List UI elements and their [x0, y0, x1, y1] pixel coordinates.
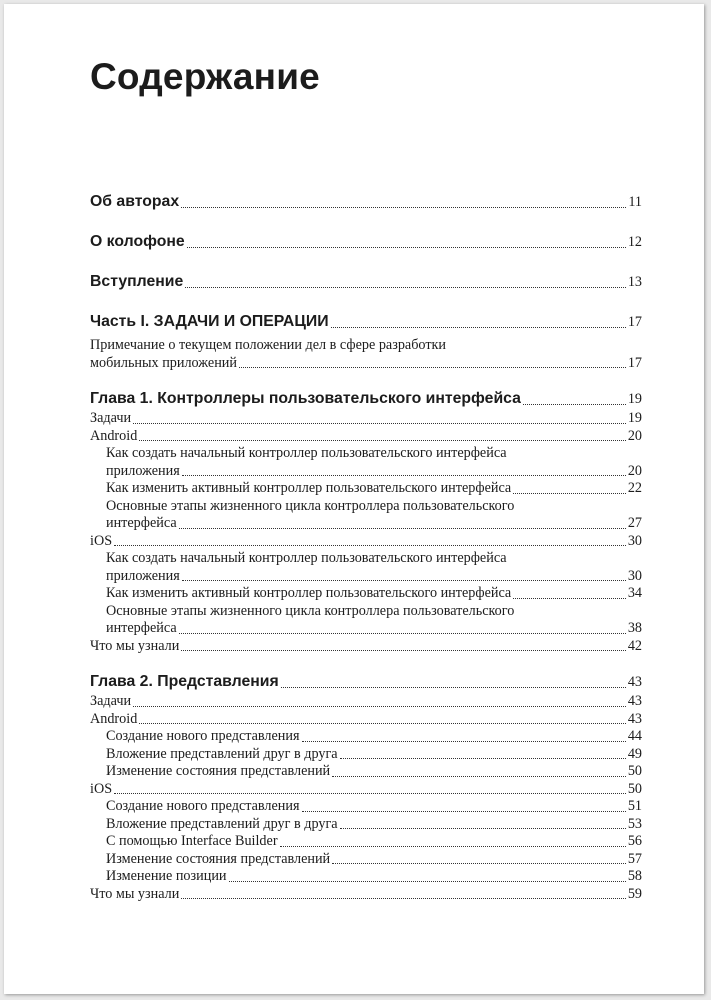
dot-leader [513, 598, 626, 599]
toc-entry-page: 34 [627, 585, 642, 601]
toc-entry-title: С помощью Interface Builder [106, 833, 278, 849]
toc-entry-page: 13 [627, 274, 642, 290]
toc-entry-title: Вложение представлений друг в друга [106, 815, 338, 832]
dot-leader [114, 793, 626, 794]
toc-entry-page: 51 [627, 798, 642, 814]
dot-leader [513, 493, 626, 494]
toc-entry-page: 42 [627, 637, 642, 654]
toc-entry-title: Android [90, 427, 138, 444]
dot-leader [280, 846, 626, 847]
toc-entry-title: Часть I. ЗАДАЧИ И ОПЕРАЦИИ [90, 313, 329, 330]
toc-entry-title: Что мы узнали [90, 637, 180, 654]
dot-leader [139, 440, 626, 441]
toc-entry-page: 53 [627, 815, 642, 832]
toc-entry [90, 533, 642, 551]
toc-entry-title: Задачи [90, 693, 132, 709]
toc-entry-title-line1: Как создать начальный контроллер пользовательского интерфейса [106, 550, 507, 566]
toc-entry-title: интерфейса [106, 515, 177, 531]
toc-entry [90, 763, 642, 781]
dot-leader [181, 207, 626, 208]
toc-entry [90, 272, 642, 292]
toc-entry [90, 868, 642, 886]
toc-entry [90, 445, 642, 480]
toc-entry-title: мобильных приложений [90, 354, 237, 371]
toc-entry-page: 12 [627, 234, 642, 250]
toc-entry [90, 480, 642, 498]
toc-entry [90, 728, 642, 746]
toc-entry [90, 428, 642, 446]
toc-entry-title-line1: Как создать начальный контроллер пользовательского интерфейса [106, 445, 507, 461]
toc-entry [90, 585, 642, 603]
toc-entry [90, 389, 642, 409]
toc-entry-page: 30 [627, 567, 642, 584]
toc-entry [90, 312, 642, 332]
dot-leader [133, 423, 626, 424]
dot-leader [179, 633, 626, 634]
toc-entry-page: 27 [627, 515, 642, 531]
toc-entry-title: Задачи [90, 410, 132, 426]
page-title: Содержание [90, 56, 320, 97]
toc-entry [90, 337, 642, 372]
toc-entry [90, 833, 642, 851]
toc-entry-title: интерфейса [106, 620, 177, 636]
toc-entry [90, 886, 642, 904]
toc-entry-title: Создание нового представления [106, 728, 300, 744]
toc-entry-title: Вложение представлений друг в друга [106, 745, 338, 762]
toc-entry-title: iOS [90, 532, 113, 549]
toc-entry [90, 192, 642, 212]
dot-leader [229, 881, 626, 882]
dot-leader [340, 758, 626, 759]
toc-entry-page: 56 [627, 833, 642, 849]
toc-entry [90, 798, 642, 816]
toc-entry-page: 43 [627, 674, 642, 690]
table-of-contents [90, 192, 642, 903]
toc-entry-page: 19 [627, 410, 642, 426]
dot-leader [340, 828, 626, 829]
dot-leader [332, 776, 626, 777]
toc-entry-page: 44 [627, 728, 642, 744]
dot-leader [114, 545, 626, 546]
toc-entry-page: 43 [627, 693, 642, 709]
dot-leader [302, 811, 626, 812]
toc-entry-title: Глава 2. Представления [90, 673, 279, 690]
toc-entry [90, 550, 642, 585]
toc-entry-title: iOS [90, 780, 113, 797]
dot-leader [182, 580, 626, 581]
toc-entry-page: 17 [627, 354, 642, 371]
toc-entry-title: Как изменить активный контроллер пользовательского интерфейса [106, 480, 512, 496]
toc-entry-page: 59 [627, 885, 642, 902]
toc-entry-page: 49 [627, 745, 642, 762]
toc-entry-title: Создание нового представления [106, 798, 300, 814]
toc-entry-page: 43 [627, 710, 642, 727]
toc-entry-page: 30 [627, 532, 642, 549]
dot-leader [185, 287, 626, 288]
toc-entry [90, 816, 642, 834]
dot-leader [332, 863, 626, 864]
toc-entry [90, 638, 642, 656]
toc-entry-title: Что мы узнали [90, 885, 180, 902]
dot-leader [179, 528, 626, 529]
toc-entry [90, 781, 642, 799]
dot-leader [182, 475, 626, 476]
toc-entry-page: 20 [627, 462, 642, 479]
dot-leader [302, 741, 626, 742]
toc-entry [90, 851, 642, 869]
toc-entry-page: 38 [627, 620, 642, 636]
toc-entry [90, 410, 642, 428]
toc-entry [90, 498, 642, 533]
toc-entry-title: Изменение позиции [106, 868, 227, 884]
toc-entry-title: Android [90, 710, 138, 727]
toc-entry-title: Об авторах [90, 193, 180, 210]
toc-entry-page: 50 [627, 763, 642, 779]
toc-entry-title-line1: Основные этапы жизненного цикла контроллера пользовательского [106, 497, 515, 514]
dot-leader [523, 404, 626, 405]
toc-entry-title-line1: Основные этапы жизненного цикла контроллера пользовательского [106, 602, 515, 619]
toc-entry [90, 232, 642, 252]
toc-entry-page: 17 [627, 314, 642, 330]
document-page [4, 4, 704, 994]
dot-leader [187, 247, 626, 248]
toc-entry-title: Вступление [90, 273, 184, 290]
dot-leader [331, 327, 626, 328]
dot-leader [181, 650, 625, 651]
toc-entry-title: Как изменить активный контроллер пользовательского интерфейса [106, 585, 512, 601]
toc-entry-title: Изменение состояния представлений [106, 850, 331, 867]
toc-entry [90, 711, 642, 729]
dot-leader [239, 367, 626, 368]
toc-entry-title: Изменение состояния представлений [106, 763, 331, 779]
toc-entry-page: 58 [627, 868, 642, 884]
toc-entry [90, 746, 642, 764]
dot-leader [139, 723, 626, 724]
toc-entry-title: Глава 1. Контроллеры пользовательского интерфейса [90, 390, 521, 407]
toc-entry [90, 672, 642, 692]
toc-entry-title: О колофоне [90, 233, 185, 250]
toc-entry-page: 20 [627, 427, 642, 444]
toc-entry-page: 57 [627, 850, 642, 867]
toc-entry-title: приложения [106, 462, 180, 479]
toc-entry [90, 693, 642, 711]
dot-leader [281, 687, 626, 688]
toc-entry-page: 22 [627, 480, 642, 496]
toc-entry-page: 19 [627, 391, 642, 407]
dot-leader [181, 898, 625, 899]
toc-entry-title-line1: Примечание о текущем положении дел в сфере разработки [90, 337, 447, 353]
toc-entry-page: 50 [627, 780, 642, 797]
dot-leader [133, 706, 626, 707]
toc-entry [90, 603, 642, 638]
toc-entry-page: 11 [628, 194, 642, 210]
toc-entry-title: приложения [106, 567, 180, 584]
